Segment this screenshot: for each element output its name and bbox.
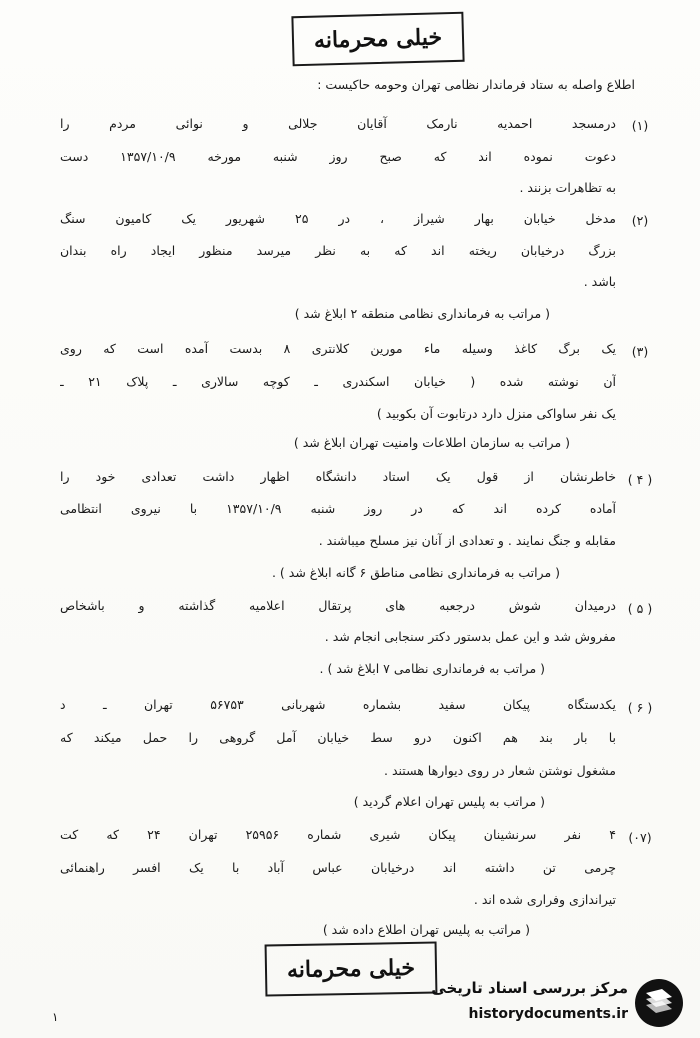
archive-logo-icon (632, 977, 686, 1029)
item-6-line-2: با بار بند هم اکنون درو سط خیابان آمل گروهی را حمل میکند که (60, 730, 616, 745)
item-4-line-3: مقابله و جنگ نمایند . و تعدادی از آنان نیز مسلح میباشند . (318, 533, 616, 548)
item-number-3: (۳) (631, 344, 649, 359)
item-7-line-1: ۴ نفر سرنشینان پیکان شیری شماره ۲۵۹۵۶ تهران ۲۴ که کت (60, 827, 616, 842)
item-7-line-2: چرمی تن داشته اند درخیابان عباس آباد با یک افسر راهنمائی (60, 860, 616, 875)
item-number-2: (۲) (631, 213, 649, 228)
item-7-note: ( مراتب به پلیس تهران اطلاع داده شد ) (322, 922, 530, 937)
item-2-line-1: مدخل خیابان بهار شیراز ، در ۲۵ شهریور یک کامیون سنگ (60, 211, 616, 226)
item-7-line-3: تیراندازی وفراری شده اند . (473, 892, 616, 907)
item-1-line-3: به تظاهرات بزنند . (519, 180, 616, 195)
item-number-5: ( ۵ ) (627, 601, 653, 616)
item-3-line-3: یک نفر ساواکی منزل دارد درتابوت آن بکوبید ) (376, 406, 616, 421)
item-5-line-2: مفروش شد و این عمل بدستور دکتر سنجابی انجام شد . (324, 629, 616, 644)
classification-stamp-top: خیلی محرمانه (291, 12, 464, 66)
item-5-note: ( مراتب به فرمانداری نظامی ۷ ابلاغ شد ) . (319, 661, 545, 676)
watermark-url: historydocuments.ir (468, 1006, 628, 1022)
item-6-note: ( مراتب به پلیس تهران اعلام گردید ) (353, 794, 545, 809)
item-1-line-1: درمسجد احمدیه نارمک آقایان جلالی و نوائی مردم را (60, 116, 616, 131)
item-number-1: (۱) (631, 118, 649, 133)
archive-watermark (428, 975, 690, 1031)
item-4-line-2: آماده کرده اند که در روز شنبه ۱۳۵۷/۱۰/۹ با نیروی انتظامی (60, 501, 616, 516)
page-number: ۱ (52, 1010, 59, 1024)
item-6-line-3: مشغول نوشتن شعار در روی دیوارها هستند . (384, 763, 616, 778)
item-2-line-3: باشد . (583, 274, 616, 289)
item-number-7: (۰۷) (628, 830, 652, 845)
item-1-line-2: دعوت نموده اند که صبح روز شنبه مورخه ۱۳۵۷/۱۰/۹ دست (60, 149, 616, 164)
item-6-line-1: یکدستگاه پیکان سفید بشماره شهربانی ۵۶۷۵۳ تهران ـ د (60, 697, 616, 712)
watermark-title: مرکز بررسی اسناد تاریخی (431, 979, 628, 997)
classification-stamp-bottom: خیلی محرمانه (265, 942, 438, 997)
item-3-line-1: یک برگ کاغذ وسیله ماء مورین کلانتری ۸ بدست آمده است که روی (60, 341, 616, 356)
item-number-6: ( ۶ ) (627, 700, 653, 715)
item-2-line-2: بزرگ درخیابان ریخته اند که به نظر میرسد منظور ایجاد راه بندان (60, 243, 616, 258)
item-3-line-2: آن نوشته شده ( خیابان اسکندری ـ کوچه سالاری ـ پلاک ۲۱ ـ (60, 374, 616, 389)
item-number-4: ( ۴ ) (627, 472, 653, 487)
intro-text: اطلاع واصله به ستاد فرماندار نظامی تهران وحومه حاکیست : (317, 77, 635, 92)
item-3-note: ( مراتب به سازمان اطلاعات وامنیت تهران ابلاغ شد ) (293, 435, 570, 450)
item-4-note: ( مراتب به فرمانداری نظامی مناطق ۶ گانه ابلاغ شد ) . (271, 565, 560, 580)
item-2-note: ( مراتب به فرمانداری نظامی منطقه ۲ ابلاغ شد ) (294, 306, 550, 321)
item-5-line-1: درمیدان شوش درجعبه های پرتقال اعلامیه گذاشته و باشخاص (60, 598, 616, 613)
item-4-line-1: خاطرنشان از قول یک استاد دانشگاه اظهار داشت تعدادی خود را (60, 469, 616, 484)
